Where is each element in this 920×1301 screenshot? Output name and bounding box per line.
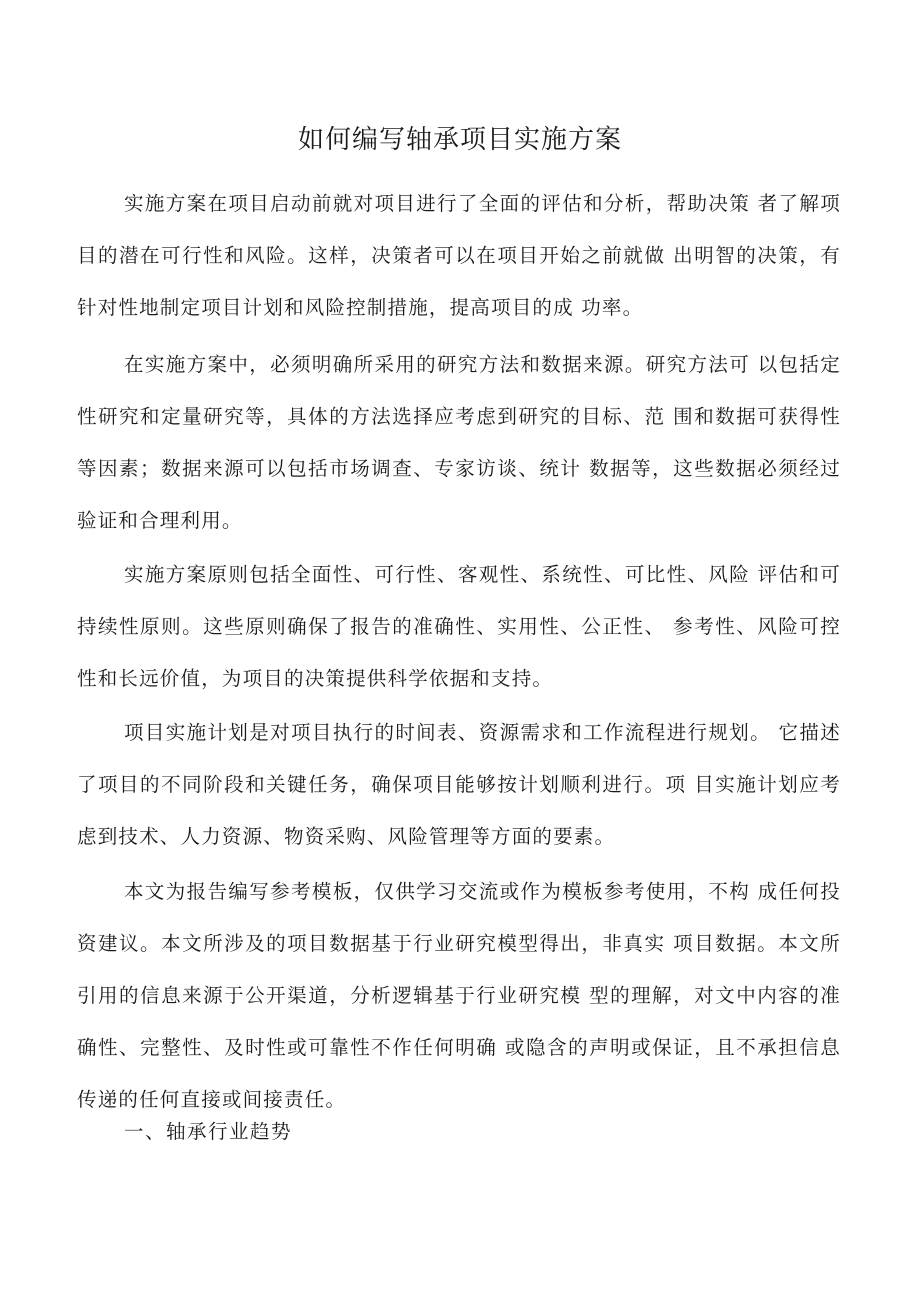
section-heading: 一、轴承行业趋势 bbox=[124, 1120, 293, 1143]
paragraph-principles: 实施方案原则包括全面性、可行性、客观性、系统性、可比性、风险 评估和可持续性原则。这些原则确保了报告的准确性、实用性、公正性、 参考性、风险可控性和长远价值，为项目的决策提供科学依据和支持。 bbox=[77, 563, 841, 690]
document-title: 如何编写轴承项目实施方案 bbox=[297, 125, 622, 155]
paragraph-research-methods: 在实施方案中，必须明确所采用的研究方法和数据来源。研究方法可 以包括定性研究和定量研究等，具体的方法选择应考虑到研究的目标、范 围和数据可获得性等因素；数据来源可以包括市场调查、专家访谈、统计 数据等，这些数据必须经过验证和合理利用。 bbox=[77, 353, 841, 532]
paragraph-overview: 实施方案在项目启动前就对项目进行了全面的评估和分析，帮助决策 者了解项目的潜在可行性和风险。这样，决策者可以在项目开始之前就做 出明智的决策，有针对性地制定项目计划和风险控制措施，提高项目的成 功率。 bbox=[77, 192, 841, 319]
paragraph-disclaimer: 本文为报告编写参考模板，仅供学习交流或作为模板参考使用，不构 成任何投资建议。本文所涉及的项目数据基于行业研究模型得出，非真实 项目数据。本文所引用的信息来源于公开渠道，分析逻辑基于行业研究模 型的理解，对文中内容的准确性、完整性、及时性或可靠性不作任何明确 或隐含的声明或保证，且不承担信息传递的任何直接或间接责任。 bbox=[77, 880, 841, 1111]
paragraph-implementation-plan: 项目实施计划是对项目执行的时间表、资源需求和工作流程进行规划。 它描述了项目的不同阶段和关键任务，确保项目能够按计划顺利进行。项 目实施计划应考虑到技术、人力资源、物资采购、风险管理等方面的要素。 bbox=[77, 721, 841, 848]
